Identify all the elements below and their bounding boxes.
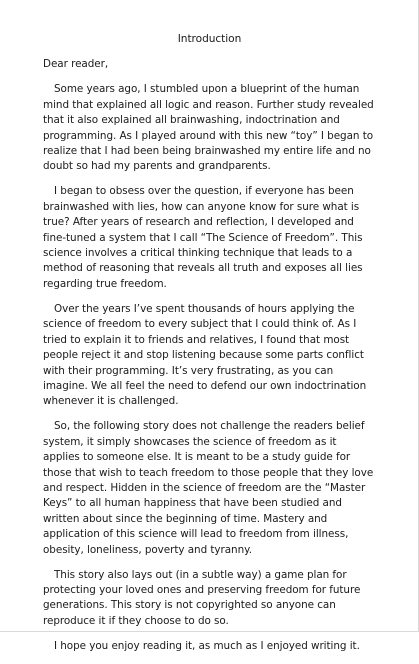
paragraph-3: Over the years I’ve spent thousands of hours applying the science of freedom to every subject that I could think of. As I tried to explain it to friends and relatives, I found that most people reject it and stop listening because some parts conflict with their programming. It’s very frustrating, as you can imagine. We all feel the need to defend our own indoctrination whenever it is challenged. bbox=[43, 302, 367, 408]
paragraph-2: I began to obsess over the question, if everyone has been brainwashed with lies, how can anyone know for sure what is true? After years of research and reflection, I developed and fine-tuned a system that I call “The Science of Freedom”. This science involves a critical thinking technique that leads to a method of reasoning that reveals all truth and exposes all lies regarding true freedom. bbox=[43, 185, 363, 290]
paragraph-1: Some years ago, I stumbled upon a blueprint of the human mind that explained all logic and reason. Further study revealed that it also explained all brainwashing, indoctrination and programming. As I played around with this new “toy” I began to realize that I had been being brainwashed my entire life and no doubt so had my parents and grandparents. bbox=[43, 83, 374, 173]
salutation: Dear reader, bbox=[43, 58, 109, 70]
page-title: Introduction bbox=[177, 33, 242, 45]
paragraph-4: So, the following story does not challenge the readers belief system, it simply showcases the science of freedom as it applies to someone else. It is meant to be a study guide for those that wish to teach freedom to those people that they love and respect. Hidden in the science of freedom are the “Master Keys” to all human happiness that have been studied and written about since the beginning of time. Mastery and application of this science will lead to freedom from illness, obesity, loneliness, poverty and tyranny. bbox=[43, 420, 374, 556]
document-body bbox=[43, 32, 376, 664]
paragraph-6: I hope you enjoy reading it, as much as I enjoyed writing it. bbox=[54, 639, 360, 652]
paragraph-5: This story also lays out (in a subtle way) a game plan for protecting your loved ones and preserving freedom for future generations. This story is not copyrighted so anyone can reproduce it if they choose to do so. bbox=[43, 568, 361, 627]
